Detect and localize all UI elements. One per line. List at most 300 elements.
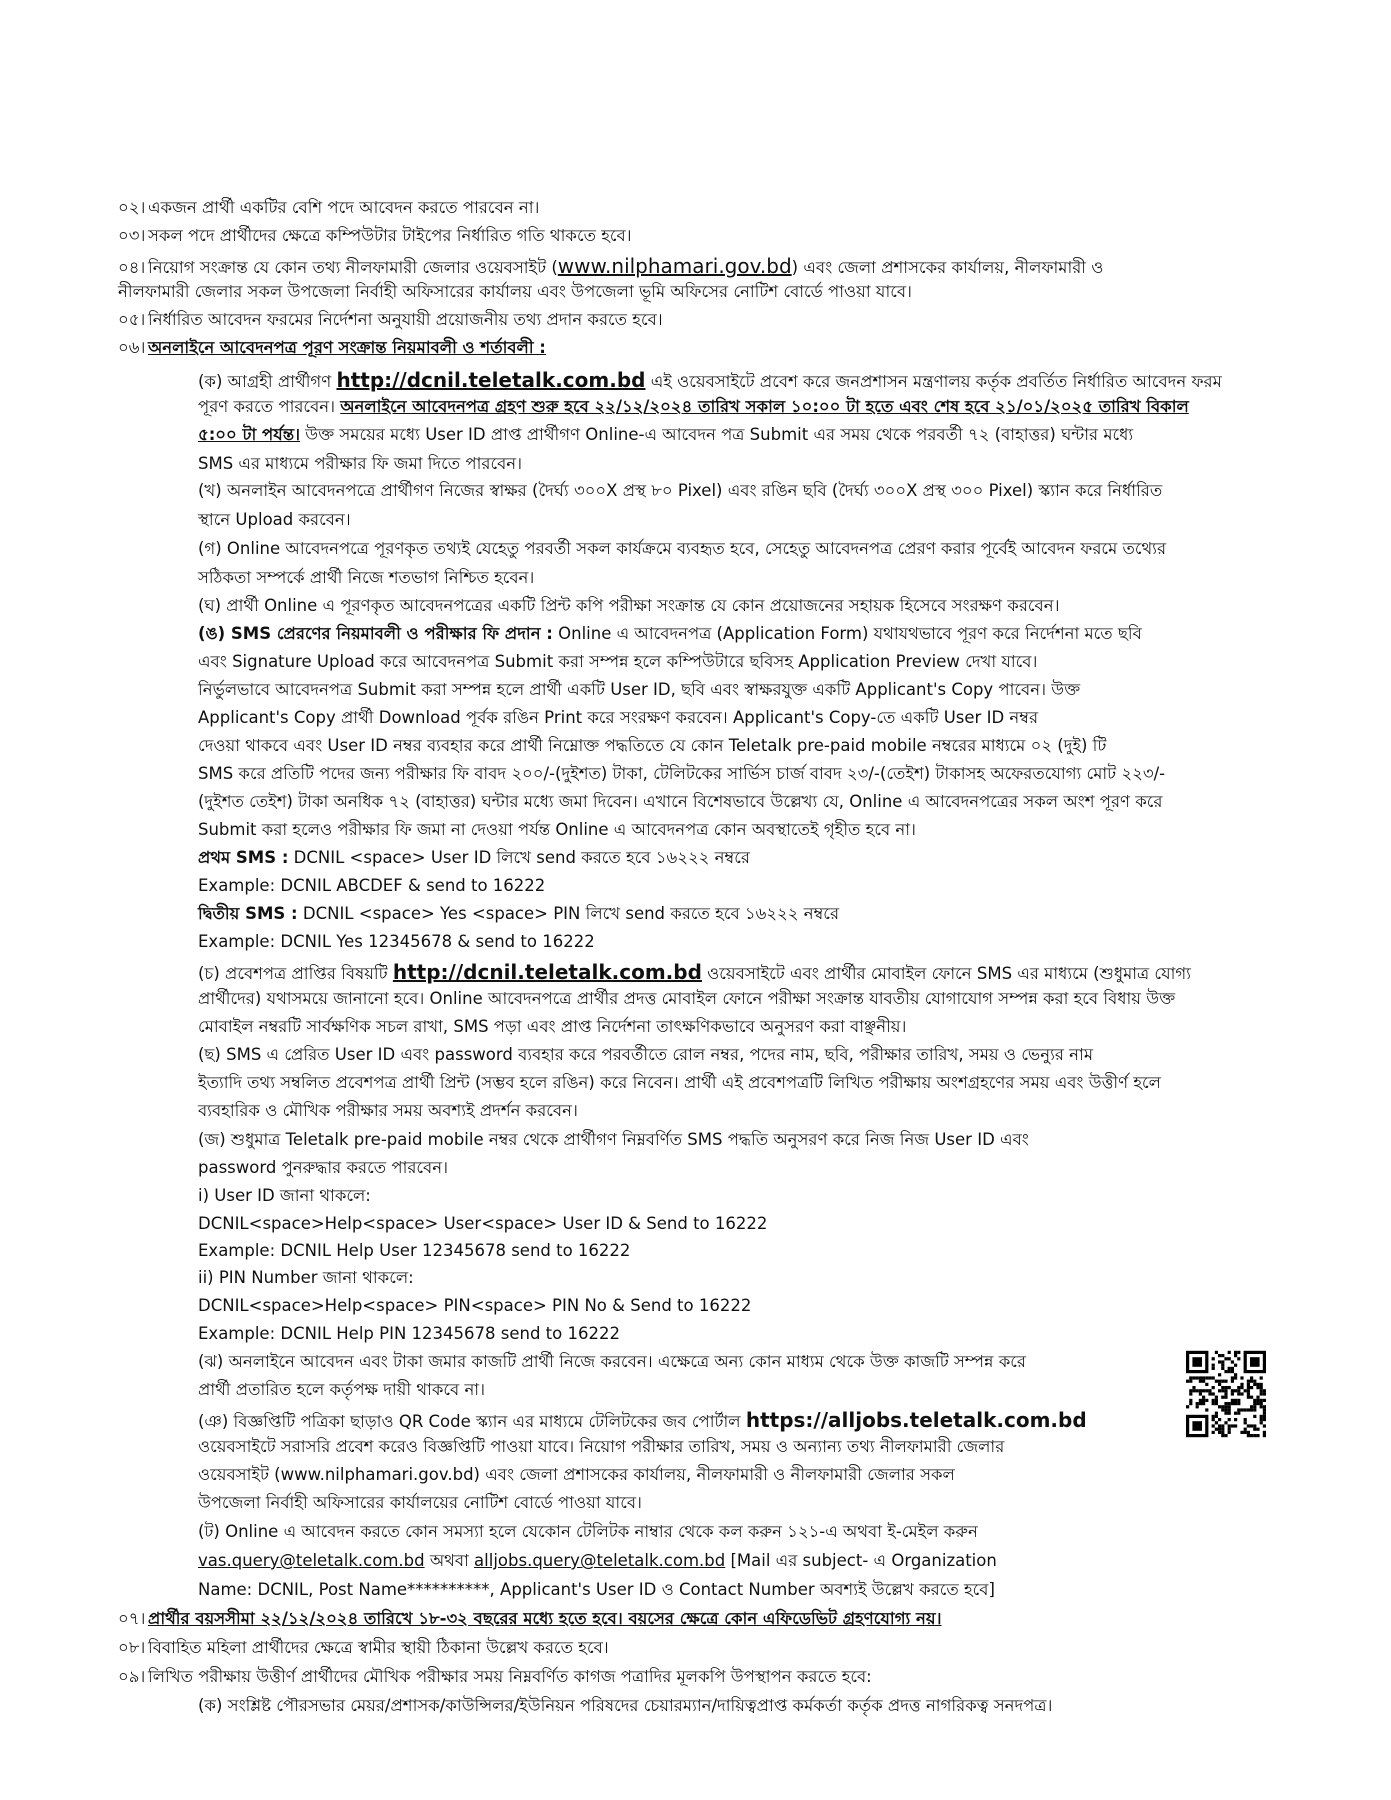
qr-module xyxy=(1224,1412,1227,1415)
item-text: নিয়োগ সংক্রান্ত যে কোন তথ্য নীলফামারী জেলার ওয়েবসাইট ( xyxy=(148,258,558,277)
clause-ja-sub2: ii) PIN Number জানা থাকলে: xyxy=(198,1268,414,1287)
item-text: নির্ধারিত আবেদন ফরমের নির্দেশনা অনুযায়ী প্রয়োজনীয় তথ্য প্রদান করতে হবে। xyxy=(148,310,663,329)
clause-nya-line1 xyxy=(198,1408,1087,1432)
qr-module xyxy=(1256,1402,1259,1405)
qr-module xyxy=(1221,1405,1224,1408)
qr-module xyxy=(1260,1386,1263,1389)
qr-module xyxy=(1196,1389,1199,1392)
clause-ja-line1: (জ) শুধুমাত্র Teletalk pre-paid mobile নম্বর থেকে প্রার্থীগণ নিম্নবর্ণিত SMS পদ্ধতি অনুসরণ করে নিজ নিজ User ID এবং xyxy=(198,1130,1029,1149)
qr-module xyxy=(1212,1392,1215,1395)
qr-module xyxy=(1212,1386,1215,1389)
qr-module xyxy=(1224,1389,1227,1392)
qr-module xyxy=(1228,1386,1231,1389)
qr-module xyxy=(1215,1415,1218,1418)
alljobs-link[interactable]: https://alljobs.teletalk.com.bd xyxy=(745,1408,1087,1432)
qr-module xyxy=(1247,1408,1250,1411)
clause-chha-line2: ইত্যাদি তথ্য সম্বলিত প্রবেশপত্র প্রার্থী প্রিন্ট (সম্ভব হলে রঙিন) করে নিবেন। প্রার্থী এই প্রবেশপত্রটি লিখিত পরীক্ষায় অংশগ্রহণের সময় এবং উত্তীর্ণ হলে xyxy=(198,1073,1161,1092)
qr-module xyxy=(1199,1399,1202,1402)
qr-module xyxy=(1221,1389,1224,1392)
qr-module xyxy=(1240,1408,1243,1411)
qr-module xyxy=(1221,1354,1224,1357)
qr-module xyxy=(1231,1424,1234,1427)
clause-uma-line4: Applicant's Copy প্রার্থী Download পূর্বক রঙিন Print করে সংরক্ষণ করবেন। Applicant's Copy-তে একটি User ID নম্বর xyxy=(198,708,1039,727)
qr-module xyxy=(1221,1360,1224,1363)
qr-module xyxy=(1234,1399,1237,1402)
qr-module xyxy=(1192,1357,1202,1367)
qr-module xyxy=(1212,1402,1215,1405)
clause-chha-line1: (ছ) SMS এ প্রেরিত User ID এবং password ব্যবহার করে পরবর্তীতে রোল নম্বর, পদের নাম, ছবি, পরীক্ষার তারিখ, সময় ও ভেন্যুর নাম xyxy=(198,1045,1093,1064)
qr-module xyxy=(1224,1434,1227,1437)
qr-module xyxy=(1215,1402,1218,1405)
clause-uma-line5: দেওয়া থাকবে এবং User ID নম্বর ব্যবহার করে প্রার্থী নিম্নোক্ত পদ্ধতিতে যে কোন Teletalk pre-paid mobile নম্বরের মাধ্যমে ০২ (দুই) টি xyxy=(198,736,1107,755)
qr-module xyxy=(1228,1370,1231,1373)
qr-module xyxy=(1263,1408,1266,1411)
clause-ka-line3 xyxy=(198,425,1133,445)
clause-uma-line1 xyxy=(198,624,1142,644)
item-number: ০২। xyxy=(118,198,146,217)
qr-module xyxy=(1192,1389,1195,1392)
qr-module xyxy=(1253,1415,1256,1418)
qr-module xyxy=(1202,1399,1205,1402)
item-number: ০৭। xyxy=(118,1609,146,1628)
qr-module xyxy=(1240,1392,1243,1395)
qr-module xyxy=(1199,1402,1202,1405)
qr-module xyxy=(1256,1434,1259,1437)
clause-ka-line1 xyxy=(198,368,1222,392)
qr-module xyxy=(1228,1412,1231,1415)
clause-ga-line2: সঠিকতা সম্পর্কে প্রার্থী নিজে শতভাগ নিশ্চিত হবেন। xyxy=(198,568,535,587)
item-04-cont: নীলফামারী জেলার সকল উপজেলা নির্বাহী অফিসারের কার্যালয় এবং উপজেলা ভূমি অফিসের নোটিশ বোর্ডে পাওয়া যাবে। xyxy=(118,282,912,301)
qr-module xyxy=(1205,1383,1208,1386)
item-number: ০৪। xyxy=(118,258,146,277)
qr-module xyxy=(1250,1357,1260,1367)
qr-module xyxy=(1228,1351,1231,1354)
clause-ja-sub1-example: Example: DCNIL Help User 12345678 send to 16222 xyxy=(198,1241,631,1260)
qr-module xyxy=(1250,1434,1253,1437)
qr-module xyxy=(1237,1351,1240,1354)
qr-module xyxy=(1250,1396,1253,1399)
qr-module xyxy=(1189,1380,1192,1383)
clause-jha-line2: প্রার্থী প্রতারিত হলে কর্তৃপক্ষ দায়ী থাকবে না। xyxy=(198,1380,485,1399)
qr-module xyxy=(1237,1402,1240,1405)
qr-module xyxy=(1215,1412,1218,1415)
sms-label: দ্বিতীয় SMS : xyxy=(198,904,298,923)
qr-module xyxy=(1240,1386,1243,1389)
clause-uma-line8: Submit করা হলেও পরীক্ষার ফি জমা না দেওয়া পর্যন্ত Online এ আবেদনপত্র কোন অবস্থাতেই গৃহীত হবে না। xyxy=(198,820,916,839)
clause-title: (ঙ) SMS প্রেরণের নিয়মাবলী ও পরীক্ষার ফি প্রদান : xyxy=(198,624,553,643)
qr-module xyxy=(1263,1399,1266,1402)
item-text: সকল পদে প্রার্থীদের ক্ষেত্রে কম্পিউটার টাইপের নির্ধারিত গতি থাকতে হবে। xyxy=(148,226,632,245)
qr-module xyxy=(1237,1357,1240,1360)
clause-jha-line1: (ঝ) অনলাইনে আবেদন এবং টাকা জমার কাজটি প্রার্থী নিজে করবেন। এক্ষেত্রে অন্য কোন মাধ্যম থেকে উক্ত কাজটি সম্পন্ন করে xyxy=(198,1352,1026,1371)
item-06 xyxy=(118,338,546,358)
qr-module xyxy=(1199,1392,1202,1395)
qr-module xyxy=(1196,1405,1199,1408)
qr-module xyxy=(1263,1389,1266,1392)
item-text: একজন প্রার্থী একটির বেশি পদে আবেদন করতে পারবেন না। xyxy=(148,198,540,217)
website-link[interactable]: www.nilphamari.gov.bd xyxy=(557,254,792,278)
qr-module xyxy=(1215,1399,1218,1402)
qr-module xyxy=(1205,1376,1208,1379)
qr-module xyxy=(1221,1431,1224,1434)
qr-module xyxy=(1212,1418,1215,1421)
text: (ঞ) বিজ্ঞপ্তিটি পত্রিকা ছাড়াও QR Code স্ক্যান এর মাধ্যমে টেলিটকের জব পোর্টাল xyxy=(198,1412,746,1431)
qr-module xyxy=(1228,1367,1231,1370)
qr-module xyxy=(1256,1383,1259,1386)
text: DCNIL <space> Yes <space> PIN লিখে send করতে হবে ১৬২২২ নম্বরে xyxy=(297,904,840,923)
qr-module xyxy=(1199,1376,1202,1379)
qr-module xyxy=(1240,1383,1243,1386)
qr-module xyxy=(1234,1376,1237,1379)
qr-module xyxy=(1253,1434,1256,1437)
qr-module xyxy=(1234,1354,1237,1357)
qr-module xyxy=(1247,1380,1250,1383)
qr-module xyxy=(1237,1412,1240,1415)
item-number: ০৯। xyxy=(118,1667,146,1686)
qr-module xyxy=(1196,1376,1199,1379)
item-07 xyxy=(118,1609,942,1629)
clause-ja-sub2-example: Example: DCNIL Help PIN 12345678 send to 16222 xyxy=(198,1324,620,1343)
qr-module xyxy=(1231,1367,1234,1370)
qr-module xyxy=(1221,1408,1224,1411)
qr-module xyxy=(1240,1376,1243,1379)
qr-module xyxy=(1234,1402,1237,1405)
qr-module xyxy=(1192,1386,1195,1389)
qr-module xyxy=(1228,1408,1231,1411)
qr-module xyxy=(1218,1418,1221,1421)
sms-first xyxy=(198,848,750,868)
item-text: বিবাহিত মহিলা প্রার্থীদের ক্ষেত্রে স্বামীর স্থায়ী ঠিকানা উল্লেখ করতে হবে। xyxy=(148,1638,609,1657)
qr-module xyxy=(1208,1376,1211,1379)
clause-ka-line4: SMS এর মাধ্যমে পরীক্ষার ফি জমা দিতে পারবেন। xyxy=(198,454,523,473)
qr-module xyxy=(1212,1399,1215,1402)
qr-module xyxy=(1237,1392,1240,1395)
qr-module xyxy=(1221,1380,1224,1383)
qr-module xyxy=(1221,1367,1224,1370)
text: (চ) প্রবেশপত্র প্রাপ্তির বিষয়টি xyxy=(198,964,393,983)
item-text: ) এবং জেলা প্রশাসকের কার্যালয়, নীলফামারী ও xyxy=(791,258,1104,277)
clause-uma-line6: SMS করে প্রতিটি পদের জন্য পরীক্ষার ফি বাবদ ২০০/-(দুইশত) টাকা, টেলিটকের সার্ভিস চার্জ বাবদ ২৩/-(তেইশ) টাকাসহ অফেরতযোগ্য মোট ২২৩/- xyxy=(198,764,1166,783)
qr-module xyxy=(1218,1389,1221,1392)
qr-module xyxy=(1215,1421,1218,1424)
qr-module xyxy=(1260,1415,1263,1418)
clause-kha-line2: স্থানে Upload করবেন। xyxy=(198,510,351,529)
text: ওয়েবসাইটে এবং প্রার্থীর মোবাইল ফোনে SMS এর মাধ্যমে (শুধুমাত্র যোগ্য xyxy=(701,964,1191,983)
qr-module xyxy=(1250,1405,1253,1408)
qr-module xyxy=(1250,1380,1253,1383)
qr-module xyxy=(1224,1370,1227,1373)
clause-gha-line1: (ঘ) প্রার্থী Online এ পূরণকৃত আবেদনপত্রের একটি প্রিন্ট কপি পরীক্ষা সংক্রান্ত যে কোন প্রয়োজনের সহায়ক হিসেবে সংরক্ষণ করবেন। xyxy=(198,596,1060,615)
item-05 xyxy=(118,310,663,330)
qr-module xyxy=(1218,1383,1221,1386)
qr-module xyxy=(1237,1389,1240,1392)
item-03 xyxy=(118,226,632,246)
qr-module xyxy=(1202,1376,1205,1379)
text: Online এ আবেদনপত্র (Application Form) যথাযথভাবে পূরণ করে নির্দেশনা মতে ছবি xyxy=(552,624,1142,643)
qr-module xyxy=(1253,1408,1256,1411)
qr-module xyxy=(1205,1408,1208,1411)
qr-module xyxy=(1212,1364,1215,1367)
clause-ga-line1: (গ) Online আবেদনপত্রে পূরণকৃত তথ্যই যেহেতু পরবর্তী সকল কার্যক্রমে ব্যবহৃত হবে, সেহেতু আবেদনপত্র প্রেরণ করার পূর্বেই আবেদন ফরমে তথ্যের xyxy=(198,539,1167,558)
qr-module xyxy=(1205,1399,1208,1402)
clause-ka-line2 xyxy=(198,397,1189,417)
qr-module xyxy=(1247,1383,1250,1386)
qr-module xyxy=(1237,1399,1240,1402)
qr-module xyxy=(1253,1424,1256,1427)
qr-module xyxy=(1208,1389,1211,1392)
clause-uma-line2: এবং Signature Upload করে আবেদনপত্র Submit করা সম্পন্ন হলে কম্পিউটারে ছবিসহ Application Preview দেখা যাবে। xyxy=(198,652,1038,671)
qr-module xyxy=(1199,1389,1202,1392)
qr-module xyxy=(1202,1402,1205,1405)
qr-module xyxy=(1218,1405,1221,1408)
qr-module xyxy=(1231,1360,1234,1363)
qr-module xyxy=(1199,1380,1202,1383)
qr-module xyxy=(1253,1399,1256,1402)
qr-module xyxy=(1263,1415,1266,1418)
qr-module xyxy=(1224,1392,1227,1395)
qr-module xyxy=(1189,1389,1192,1392)
clause-nya-line4: উপজেলা নির্বাহী অফিসারের কার্যালয়ের নোটিশ বোর্ডে পাওয়া যাবে। xyxy=(198,1493,642,1512)
qr-module xyxy=(1231,1392,1234,1395)
item-02 xyxy=(118,198,539,218)
qr-module xyxy=(1202,1389,1205,1392)
qr-module xyxy=(1224,1357,1227,1360)
qr-module xyxy=(1234,1364,1237,1367)
qr-module xyxy=(1263,1418,1266,1421)
qr-module xyxy=(1212,1376,1215,1379)
qr-module xyxy=(1215,1428,1218,1431)
clause-ta-line1: (ট) Online এ আবেদন করতে কোন সমস্যা হলে যেকোন টেলিটক নাম্বার থেকে কল করুন ১২১-এ অথবা ই-মেইল করুন xyxy=(198,1522,978,1541)
qr-module xyxy=(1250,1408,1253,1411)
qr-module xyxy=(1202,1396,1205,1399)
clause-ja-sub1-command: DCNIL<space>Help<space> User<space> User ID & Send to 16222 xyxy=(198,1214,768,1233)
qr-module xyxy=(1212,1431,1215,1434)
qr-module xyxy=(1250,1386,1253,1389)
qr-module xyxy=(1228,1402,1231,1405)
qr-module xyxy=(1234,1418,1237,1421)
qr-module xyxy=(1263,1392,1266,1395)
clause-uma-line7: (দুইশত তেইশ) টাকা অনধিক ৭২ (বাহাত্তর) ঘন্টার মধ্যে জমা দিবেন। এখানে বিশেষভাবে উল্লেখ্য যে, Online এ আবেদনপত্রের সকল অংশ পূরণ করে xyxy=(198,792,1163,811)
text: এই ওয়েবসাইটে প্রবেশ করে জনপ্রশাসন মন্ত্রণালয় কর্তৃক প্রবর্তিত নির্ধারিত আবেদন ফরম xyxy=(645,372,1222,391)
clause-ja-line2: password পুনরুদ্ধার করতে পারবেন। xyxy=(198,1158,448,1177)
qr-module xyxy=(1244,1408,1247,1411)
qr-module xyxy=(1224,1402,1227,1405)
clause-cha-line2: প্রার্থীদের) যথাসময়ে জানানো হবে। Online আবেদনপত্রে প্রার্থীর প্রদত্ত মোবাইল ফোনে পরীক্ষা সংক্রান্ত যাবতীয় যোগাযোগ সম্পন্ন করা হবে বিধায় উক্ত xyxy=(198,989,1176,1008)
item-04 xyxy=(118,254,1103,278)
qr-module xyxy=(1256,1386,1259,1389)
qr-module xyxy=(1189,1399,1192,1402)
item-text: লিখিত পরীক্ষায় উত্তীর্ণ প্রার্থীদের মৌখিক পরীক্ষার সময় নিম্নবর্ণিত কাগজ পত্রাদির মূলকপি উপস্থাপন করতে হবে: xyxy=(148,1667,872,1686)
qr-module xyxy=(1228,1431,1231,1434)
teletalk-link[interactable]: http://dcnil.teletalk.com.bd xyxy=(336,368,646,392)
qr-module xyxy=(1221,1434,1224,1437)
item-09 xyxy=(118,1667,872,1687)
qr-module xyxy=(1224,1386,1227,1389)
item-09-sub-ka: (ক) সংশ্লিষ্ট পৌরসভার মেয়র/প্রশাসক/কাউন্সিলর/ইউনিয়ন পরিষদের চেয়ারম্যান/দায়িত্বপ্রাপ্ত কর্মকর্তা কর্তৃক প্রদত্ত নাগরিকত্ব সনদপত্র। xyxy=(198,1696,1053,1715)
text: (ক) আগ্রহী প্রার্থীগণ xyxy=(198,372,337,391)
qr-module xyxy=(1189,1392,1192,1395)
qr-module xyxy=(1247,1431,1250,1434)
deadline-text: অনলাইনে আবেদনপত্র গ্রহণ শুরু হবে ২২/১২/২০২৪ তারিখ সকাল ১০:০০ টা হতে এবং শেষ হবে ২১/০১/২০২৫ তারিখ বিকাল xyxy=(340,397,1189,416)
qr-module xyxy=(1218,1380,1221,1383)
qr-module xyxy=(1244,1389,1247,1392)
qr-module xyxy=(1263,1431,1266,1434)
clause-ja-sub2-command: DCNIL<space>Help<space> PIN<space> PIN No & Send to 16222 xyxy=(198,1296,752,1315)
qr-module xyxy=(1218,1428,1221,1431)
qr-module xyxy=(1234,1412,1237,1415)
qr-module xyxy=(1260,1402,1263,1405)
qr-module xyxy=(1234,1373,1237,1376)
qr-module xyxy=(1221,1386,1224,1389)
qr-module xyxy=(1237,1386,1240,1389)
qr-module xyxy=(1260,1389,1263,1392)
qr-module xyxy=(1234,1389,1237,1392)
qr-module xyxy=(1228,1428,1231,1431)
sms-second-example: Example: DCNIL Yes 12345678 & send to 16222 xyxy=(198,932,595,951)
qr-module xyxy=(1260,1392,1263,1395)
qr-module xyxy=(1218,1373,1221,1376)
clause-nya-line2: ওয়েবসাইটে সরাসরি প্রবেশ করেও বিজ্ঞপ্তিটি পাওয়া যাবে। নিয়োগ পরীক্ষার তারিখ, সময় ও অন্যান্য তথ্য নীলফামারী জেলার xyxy=(198,1437,1005,1456)
clause-cha-line1 xyxy=(198,960,1191,984)
qr-module xyxy=(1256,1428,1259,1431)
qr-module xyxy=(1212,1424,1215,1427)
alljobs-email-link[interactable]: alljobs.query@teletalk.com.bd xyxy=(474,1551,726,1570)
clause-chha-line3: ব্যবহারিক ও মৌখিক পরীক্ষার সময় অবশ্যই প্রদর্শন করবেন। xyxy=(198,1101,578,1120)
qr-module xyxy=(1228,1357,1231,1360)
qr-module xyxy=(1202,1380,1205,1383)
section-heading: অনলাইনে আবেদনপত্র পূরণ সংক্রান্ত নিয়মাবলী ও শর্তাবলী : xyxy=(148,338,546,357)
qr-module xyxy=(1186,1380,1189,1383)
qr-module xyxy=(1247,1392,1250,1395)
qr-module xyxy=(1263,1412,1266,1415)
qr-module xyxy=(1263,1424,1266,1427)
qr-module xyxy=(1215,1351,1218,1354)
qr-module xyxy=(1260,1418,1263,1421)
qr-module xyxy=(1215,1396,1218,1399)
qr-module xyxy=(1260,1405,1263,1408)
qr-module xyxy=(1247,1424,1250,1427)
sms-first-example: Example: DCNIL ABCDEF & send to 16222 xyxy=(198,876,546,895)
qr-module xyxy=(1253,1383,1256,1386)
qr-module xyxy=(1247,1396,1250,1399)
qr-module xyxy=(1247,1389,1250,1392)
qr-module xyxy=(1192,1376,1195,1379)
qr-module xyxy=(1253,1428,1256,1431)
text: পূরণ করতে পারবেন। xyxy=(198,397,341,416)
qr-module xyxy=(1215,1380,1218,1383)
qr-module xyxy=(1212,1415,1215,1418)
qr-module xyxy=(1218,1360,1221,1363)
qr-module xyxy=(1192,1421,1202,1431)
qr-module xyxy=(1208,1392,1211,1395)
qr-module xyxy=(1228,1424,1231,1427)
qr-module xyxy=(1224,1405,1227,1408)
qr-module xyxy=(1260,1376,1263,1379)
qr-module xyxy=(1221,1396,1224,1399)
qr-module xyxy=(1253,1380,1256,1383)
teletalk-link[interactable]: http://dcnil.teletalk.com.bd xyxy=(392,960,702,984)
item-number: ০৩। xyxy=(118,226,146,245)
qr-module xyxy=(1260,1421,1263,1424)
qr-module xyxy=(1231,1370,1234,1373)
qr-module xyxy=(1205,1389,1208,1392)
qr-module xyxy=(1260,1383,1263,1386)
qr-module xyxy=(1212,1357,1215,1360)
qr-module xyxy=(1244,1418,1247,1421)
qr-module xyxy=(1221,1364,1224,1367)
qr-module xyxy=(1231,1380,1234,1383)
qr-module xyxy=(1244,1428,1247,1431)
qr-code-image[interactable] xyxy=(1186,1350,1266,1438)
qr-module xyxy=(1228,1405,1231,1408)
qr-module xyxy=(1234,1351,1237,1354)
qr-module xyxy=(1189,1376,1192,1379)
qr-module xyxy=(1224,1408,1227,1411)
qr-module xyxy=(1240,1431,1243,1434)
text: DCNIL <space> User ID লিখে send করতে হবে ১৬২২২ নম্বরে xyxy=(288,848,750,867)
qr-module xyxy=(1218,1354,1221,1357)
qr-module xyxy=(1224,1421,1227,1424)
clause-kha-line1: (খ) অনলাইন আবেদনপত্রে প্রার্থীগণ নিজের স্বাক্ষর (দৈর্ঘ্য ৩০০X প্রস্থ ৮০ Pixel) এবং রঙিন ছবি (দৈর্ঘ্য ৩০০X প্রস্থ ৩০০ Pixel) স্ক্যান করে নির্ধারিত xyxy=(198,481,1163,500)
item-08 xyxy=(118,1638,609,1658)
qr-module xyxy=(1231,1399,1234,1402)
qr-module xyxy=(1218,1424,1221,1427)
qr-module xyxy=(1221,1424,1224,1427)
sms-second xyxy=(198,904,839,924)
sms-label: প্রথম SMS : xyxy=(198,848,289,867)
qr-module xyxy=(1247,1434,1250,1437)
clause-uma-line3: নির্ভুলভাবে আবেদনপত্র Submit করা সম্পন্ন হলে প্রার্থী একটি User ID, ছবি এবং স্বাক্ষরযুক্ত একটি Applicant's Copy পাবেন। উক্ত xyxy=(198,680,1081,699)
deadline-text: ৫:০০ টা পর্যন্ত। xyxy=(198,425,301,444)
qr-module xyxy=(1234,1424,1237,1427)
qr-module xyxy=(1237,1408,1240,1411)
qr-module xyxy=(1253,1405,1256,1408)
qr-module xyxy=(1260,1399,1263,1402)
qr-code-icon xyxy=(1186,1350,1266,1438)
clause-ta-line3: Name: DCNIL, Post Name**********, Applicant's User ID ও Contact Number অবশ্যই উল্লেখ করতে হবে] xyxy=(198,1580,995,1599)
text: অথবা xyxy=(424,1551,475,1570)
qr-module xyxy=(1186,1405,1189,1408)
qr-module xyxy=(1231,1376,1234,1379)
support-email-link[interactable]: vas.query@teletalk.com.bd xyxy=(198,1551,425,1570)
qr-module xyxy=(1263,1434,1266,1437)
qr-module xyxy=(1253,1402,1256,1405)
qr-module xyxy=(1247,1386,1250,1389)
qr-module xyxy=(1231,1389,1234,1392)
item-number: ০৬। xyxy=(118,338,146,357)
qr-module xyxy=(1224,1396,1227,1399)
item-number: ০৮। xyxy=(118,1638,146,1657)
qr-module xyxy=(1256,1399,1259,1402)
qr-module xyxy=(1224,1380,1227,1383)
qr-module xyxy=(1244,1421,1247,1424)
qr-module xyxy=(1231,1402,1234,1405)
qr-module xyxy=(1256,1396,1259,1399)
clause-cha-line3: মোবাইল নম্বরটি সার্বক্ষণিক সচল রাখা, SMS পড়া এবং প্রাপ্ত নির্দেশনা তাৎক্ষণিকভাবে অনুসরণ করা বাঞ্ছনীয়। xyxy=(198,1017,907,1036)
qr-module xyxy=(1250,1376,1253,1379)
qr-module xyxy=(1250,1424,1253,1427)
qr-module xyxy=(1263,1405,1266,1408)
item-text: প্রার্থীর বয়সসীমা ২২/১২/২০২৪ তারিখে ১৮-৩২ বছরের মধ্যে হতে হবে। বয়সের ক্ষেত্রে কোন এফিডেভিট গ্রহণযোগ্য নয়। xyxy=(148,1609,942,1628)
item-number: ০৫। xyxy=(118,310,146,329)
text: [Mail এর subject- এ Organization xyxy=(725,1551,997,1570)
clause-nya-line3: ওয়েবসাইট (www.nilphamari.gov.bd) এবং জেলা প্রশাসকের কার্যালয়, নীলফামারী ও নীলফামারী জেলার সকল xyxy=(198,1465,955,1484)
qr-module xyxy=(1218,1431,1221,1434)
qr-module xyxy=(1212,1367,1215,1370)
clause-ta-line2 xyxy=(198,1551,997,1571)
qr-module xyxy=(1196,1402,1199,1405)
text: উক্ত সময়ের মধ্যে User ID প্রাপ্ত প্রার্থীগণ Online-এ আবেদন পত্র Submit এর সময় থেকে পরবর্তী ৭২ (বাহাত্তর) ঘন্টার মধ্যে xyxy=(300,425,1134,444)
